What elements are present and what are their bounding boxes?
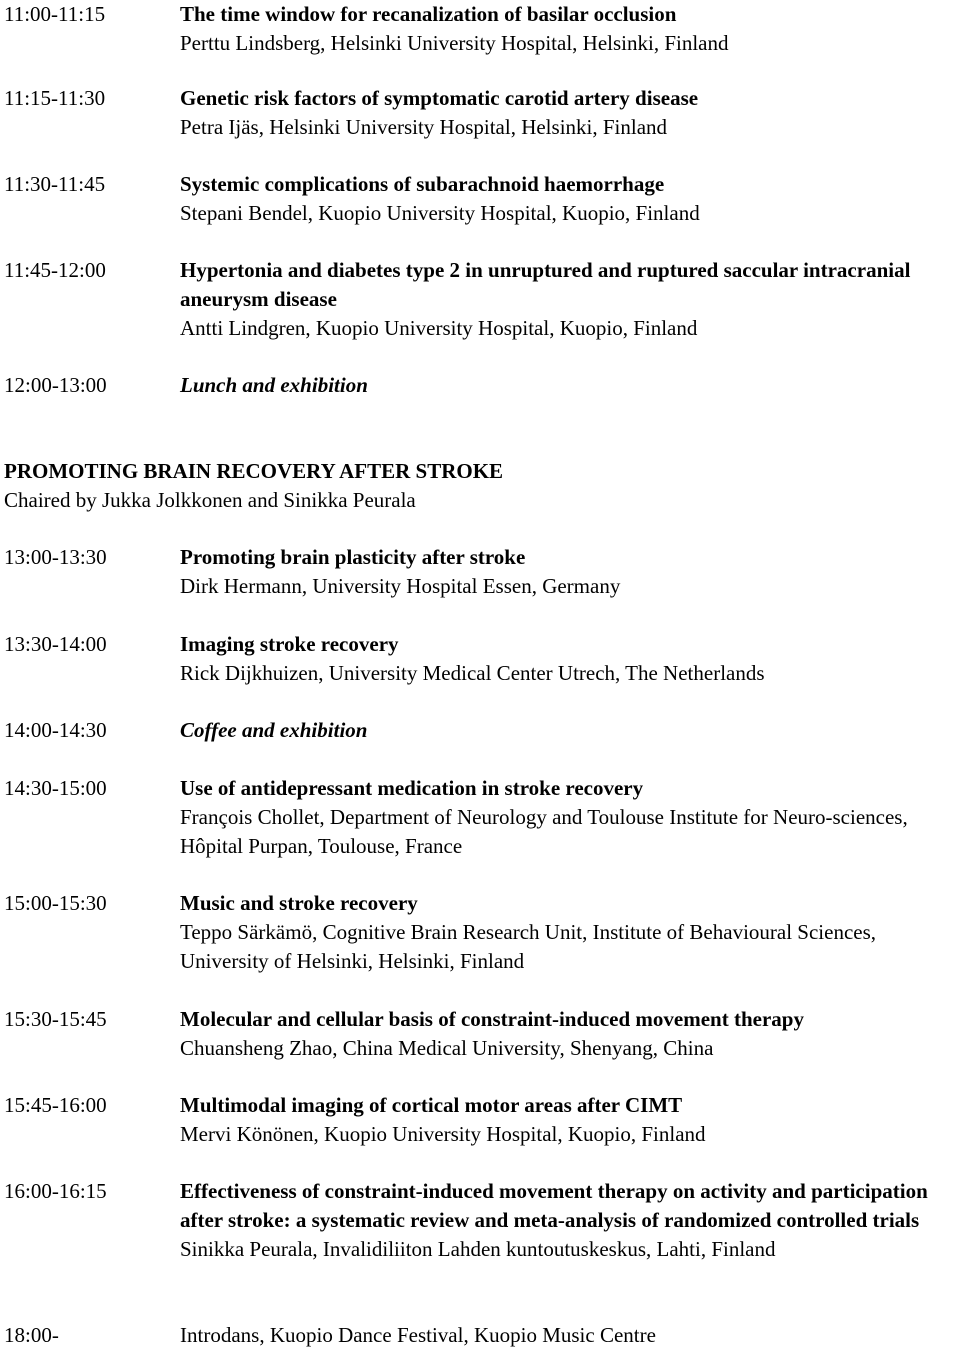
session-speaker: Antti Lindgren, Kuopio University Hospital, Kuopio, Finland — [180, 316, 698, 340]
session-speaker: Chuansheng Zhao, China Medical University, Shenyang, China — [180, 1036, 714, 1060]
session-content — [180, 1091, 960, 1149]
session-time: 16:00-16:15 — [4, 1179, 107, 1203]
session-title: Systemic complications of subarachnoid haemorrhage — [180, 172, 665, 196]
session-content — [180, 1177, 960, 1264]
session-title: Genetic risk factors of symptomatic carotid artery disease — [180, 86, 699, 110]
section-chair: Chaired by Jukka Jolkkonen and Sinikka Peurala — [4, 488, 416, 512]
break-title: Coffee and exhibition — [180, 718, 368, 742]
section-title: PROMOTING BRAIN RECOVERY AFTER STROKE — [4, 459, 504, 483]
session-content — [180, 170, 960, 228]
session-title: Effectiveness of constraint-induced movement therapy on activity and participation after stroke: a systematic review and meta-analysis of randomized controlled trials — [180, 1179, 928, 1232]
session-content — [180, 774, 960, 861]
session-time: 18:00- — [4, 1323, 59, 1347]
session-title: Molecular and cellular basis of constraint-induced movement therapy — [180, 1007, 804, 1031]
session-title: Music and stroke recovery — [180, 891, 418, 915]
session-content — [180, 84, 960, 142]
session-speaker: François Chollet, Department of Neurology and Toulouse Institute for Neuro-sciences, Hôpital Purpan, Toulouse, France — [180, 805, 908, 858]
session-speaker: Perttu Lindsberg, Helsinki University Hospital, Helsinki, Finland — [180, 31, 729, 55]
session-speaker: Rick Dijkhuizen, University Medical Center Utrech, The Netherlands — [180, 661, 765, 685]
break-title: Lunch and exhibition — [180, 373, 368, 397]
session-time: 14:00-14:30 — [4, 718, 107, 742]
session-title: Hypertonia and diabetes type 2 in unruptured and ruptured saccular intracranial aneurysm disease — [180, 258, 911, 311]
session-time: 12:00-13:00 — [4, 373, 107, 397]
session-title: Use of antidepressant medication in stroke recovery — [180, 776, 644, 800]
session-content — [180, 1005, 960, 1063]
session-content — [180, 543, 960, 601]
session-title: The time window for recanalization of basilar occlusion — [180, 2, 677, 26]
session-time: 11:15-11:30 — [4, 86, 106, 110]
session-time: 13:30-14:00 — [4, 632, 107, 656]
section-header — [4, 457, 960, 515]
session-time: 15:30-15:45 — [4, 1007, 107, 1031]
session-time: 11:30-11:45 — [4, 172, 106, 196]
session-speaker: Mervi Könönen, Kuopio University Hospital, Kuopio, Finland — [180, 1122, 706, 1146]
session-content — [180, 889, 960, 976]
session-time: 15:00-15:30 — [4, 891, 107, 915]
session-time: 13:00-13:30 — [4, 545, 107, 569]
session-speaker: Teppo Särkämö, Cognitive Brain Research Unit, Institute of Behavioural Sciences, University of Helsinki, Helsinki, Finland — [180, 920, 877, 973]
session-time: 14:30-15:00 — [4, 776, 107, 800]
session-content — [180, 256, 960, 343]
session-speaker: Petra Ijäs, Helsinki University Hospital, Helsinki, Finland — [180, 115, 668, 139]
session-time: 15:45-16:00 — [4, 1093, 107, 1117]
session-title: Promoting brain plasticity after stroke — [180, 545, 526, 569]
session-time: 11:45-12:00 — [4, 258, 106, 282]
session-content — [180, 1321, 960, 1350]
session-speaker: Sinikka Peurala, Invalidiliiton Lahden kuntoutuskeskus, Lahti, Finland — [180, 1237, 776, 1261]
session-speaker: Dirk Hermann, University Hospital Essen, Germany — [180, 574, 621, 598]
session-speaker: Stepani Bendel, Kuopio University Hospital, Kuopio, Finland — [180, 201, 700, 225]
session-content — [180, 371, 960, 400]
session-time: 11:00-11:15 — [4, 2, 106, 26]
session-content — [180, 716, 960, 745]
session-title: Imaging stroke recovery — [180, 632, 399, 656]
session-content — [180, 630, 960, 688]
session-title: Multimodal imaging of cortical motor areas after CIMT — [180, 1093, 683, 1117]
evening-event: Introdans, Kuopio Dance Festival, Kuopio Music Centre — [180, 1323, 656, 1347]
session-content — [180, 0, 960, 58]
